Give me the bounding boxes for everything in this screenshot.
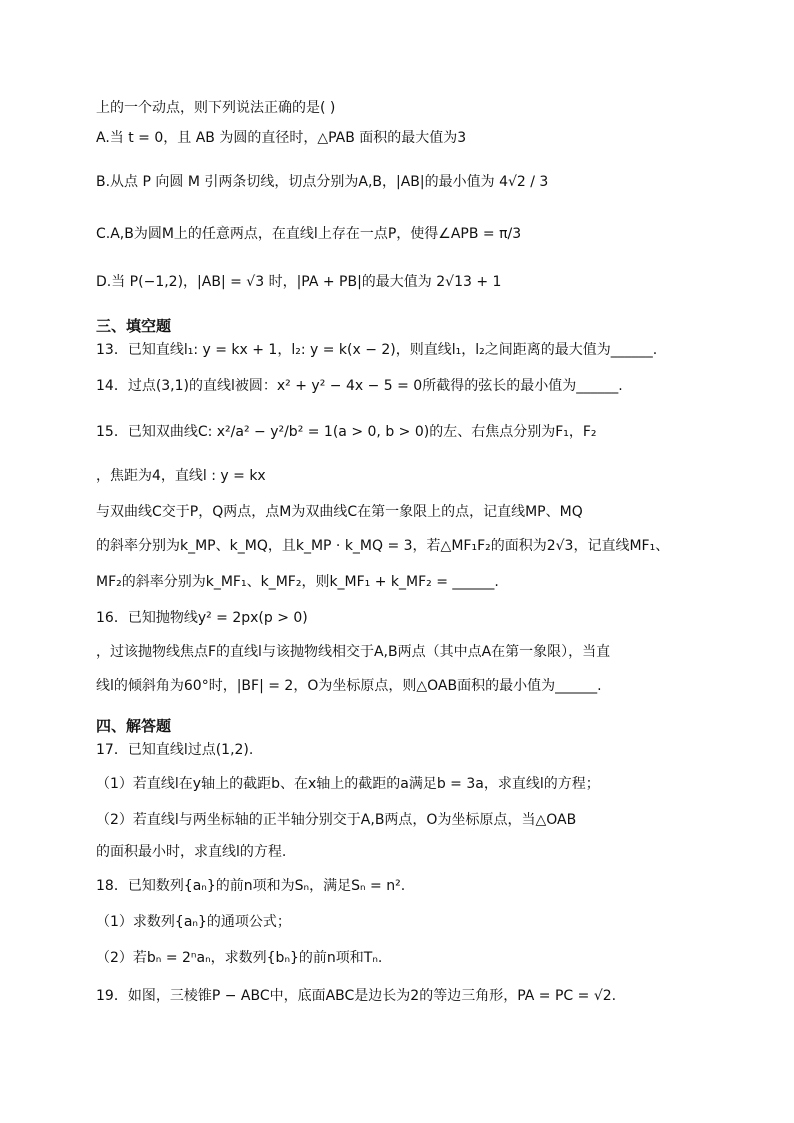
text-line-1: 上的一个动点，则下列说法正确的是( )	[96, 100, 336, 116]
option-c: C.A,B为圆M上的任意两点，在直线l上存在一点P，使得∠APB = π/3	[96, 226, 522, 242]
question-18-part-1: （1）求数列{aₙ}的通项公式；	[96, 914, 291, 930]
question-14: 14．过点(3,1)的直线l被圆：x² + y² − 4x − 5 = 0所截得的弦长的最小值为______.	[96, 378, 623, 394]
option-a: A.当 t = 0，且 AB 为圆的直径时，△PAB 面积的最大值为3	[96, 130, 467, 146]
question-13: 13．已知直线l₁: y = kx + 1，l₂: y = k(x − 2)，则直线l₁，l₂之间距离的最大值为______.	[96, 342, 658, 358]
question-18: 18．已知数列{aₙ}的前n项和为Sₙ，满足Sₙ = n².	[96, 878, 406, 894]
question-15-line-1: 15．已知双曲线C: x²/a² − y²/b² = 1(a > 0, b > 0)的左、右焦点分别为F₁，F₂	[96, 424, 597, 440]
question-15-line-2: ，焦距为4，直线l : y = kx	[96, 468, 266, 484]
section-heading-answers: 四、解答题	[96, 717, 172, 735]
option-d: D.当 P(−1,2)，|AB| = √3 时，|PA + PB|的最大值为 2√13 + 1	[96, 274, 502, 290]
question-15-line-3: 与双曲线C交于P，Q两点，点M为双曲线C在第一象限上的点，记直线MP、MQ	[96, 504, 583, 520]
question-16-line-3: 线l的倾斜角为60°时，|BF| = 2，O为坐标原点，则△OAB面积的最小值为______.	[96, 678, 602, 694]
section-heading-fill-in: 三、填空题	[96, 317, 172, 335]
question-17-part-2-cont: 的面积最小时，求直线l的方程.	[96, 844, 287, 860]
question-16-line-2: ，过该抛物线焦点F的直线l与该抛物线相交于A,B两点（其中点A在第一象限），当直	[96, 644, 611, 660]
question-17: 17．已知直线l过点(1,2).	[96, 742, 254, 758]
question-18-part-2: （2）若bₙ = 2ⁿaₙ，求数列{bₙ}的前n项和Tₙ.	[96, 950, 383, 966]
question-16-line-1: 16．已知抛物线y² = 2px(p > 0)	[96, 610, 308, 626]
question-17-part-1: （1）若直线l在y轴上的截距b、在x轴上的截距的a满足b = 3a，求直线l的方程；	[96, 776, 600, 792]
question-19: 19．如图，三棱锥P − ABC中，底面ABC是边长为2的等边三角形，PA = PC = √2.	[96, 988, 617, 1004]
question-17-part-2: （2）若直线l与两坐标轴的正半轴分别交于A,B两点，O为坐标原点，当△OAB	[96, 812, 577, 828]
question-15-line-5: MF₂的斜率分别为k_MF₁、k_MF₂，则k_MF₁ + k_MF₂ = ______.	[96, 574, 499, 590]
question-15-line-4: 的斜率分别为k_MP、k_MQ，且k_MP · k_MQ = 3，若△MF₁F₂的面积为2√3，记直线MF₁、	[96, 538, 670, 554]
option-b: B.从点 P 向圆 M 引两条切线，切点分别为A,B，|AB|的最小值为 4√2 / 3	[96, 174, 549, 190]
